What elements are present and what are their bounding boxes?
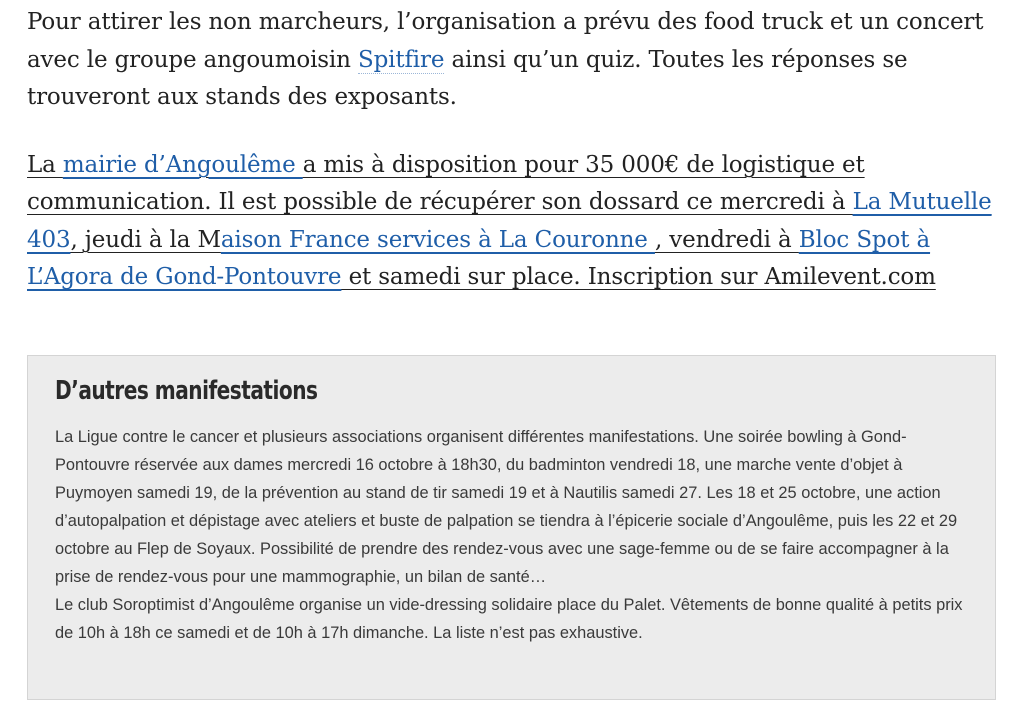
paragraph-logistics-registration xyxy=(27,147,997,297)
article-body xyxy=(27,0,997,297)
other-events-paragraph-2: Le club Soroptimist d’Angoulême organise un vide-dressing solidaire place du Palet. Vêtements de bonne qualité à petits prix de 10h à 18h ce samedi et de 10h à 17h dimanche. La liste n’est pas exhaustive. xyxy=(55,596,963,642)
paragraph-food-truck-concert xyxy=(27,4,997,117)
para2-text-3: , jeudi à la M xyxy=(70,226,221,253)
para2-text-1: La xyxy=(27,151,63,178)
para2-text-4: , vendredi à xyxy=(654,226,799,253)
other-events-paragraph-1: La Ligue contre le cancer et plusieurs associations organisent différentes manifestations. Une soirée bowling à Gond-Pontouvre réservée aux dames mercredi 16 octobre à 18h30, du badminton vendredi 18, une marche vente d’objet à Puymoyen samedi 19, de la prévention au stand de tir samedi 19 et à Nautilis samedi 27. Les 18 et 25 octobre, une action d’autopalpation et dépistage avec ateliers et buste de palpation se tiendra à l’épicerie sociale d’Angoulême, puis les 22 et 29 octobre au Flep de Soyaux. Possibilité de prendre des rendez-vous avec une sage-femme ou de se faire accompagner à la prise de rendez-vous pour une mammographie, un bilan de santé… xyxy=(55,428,958,586)
mutuelle-403-link[interactable]: La Mutuelle 403 xyxy=(27,189,992,253)
maison-france-services-link[interactable]: aison France services à La Couronne xyxy=(220,226,655,253)
para2-text-2: a mis à disposition pour 35 000€ de logistique et communication. Il est possible de récupérer son dossard ce mercredi à xyxy=(27,151,865,215)
mairie-angouleme-link[interactable]: mairie d’Angoulême xyxy=(62,151,303,178)
spitfire-link[interactable]: Spitfire xyxy=(357,46,445,73)
other-events-box xyxy=(27,355,996,700)
para1-text-before: Pour attirer les non marcheurs, l’organisation a prévu des food truck et un concert avec le groupe angoumoisin xyxy=(27,9,984,73)
other-events-title: D’autres manifestations xyxy=(55,376,318,406)
bloc-spot-agora-link[interactable]: Bloc Spot à L’Agora de Gond-Pontouvre xyxy=(27,226,931,290)
para2-text-5: et samedi sur place. Inscription sur Amilevent.com xyxy=(341,264,936,290)
para1-text-after: ainsi qu’un quiz. Toutes les réponses se trouveront aux stands des exposants. xyxy=(27,46,908,110)
